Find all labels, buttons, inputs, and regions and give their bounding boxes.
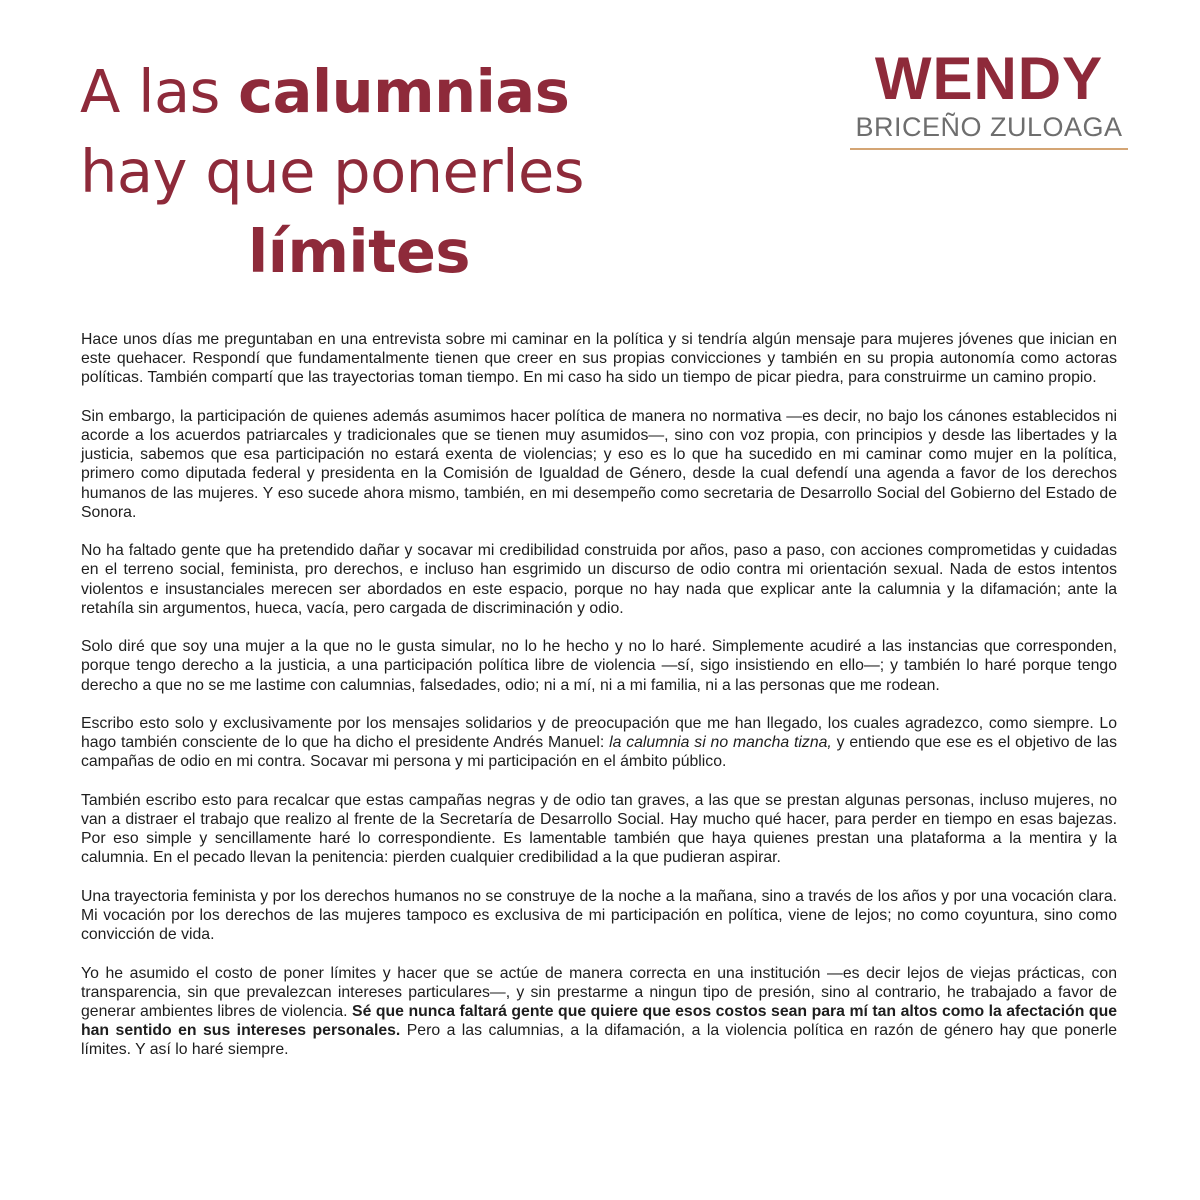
paragraph-7: Una trayectoria feminista y por los derechos humanos no se construye de la noche a la mañana, sino a través de los años y por una vocación clara. Mi vocación por los derechos de las mujeres tampoco es exclusiva de mi participación en política, viene de lejos; no como coyuntura, sino como convicción de vida. <box>81 887 1117 944</box>
brand-name: WENDY <box>874 45 1104 112</box>
title-line-1: A las calumnias <box>80 57 570 126</box>
title-line-3 <box>80 212 584 292</box>
paragraph-1: Hace unos días me preguntaban en una entrevista sobre mi caminar en la política y si tendría algún mensaje para mujeres jóvenes que inician en este quehacer. Respondí que fundamentalmente tienen que creer en sus propias convicciones y también en su propia autonomía como actoras políticas. También compartí que las trayectorias toman tiempo. En mi caso ha sido un tiempo de picar piedra, para construirme un camino propio. <box>81 331 1117 387</box>
paragraph-3: No ha faltado gente que ha pretendido dañar y socavar mi credibilidad construida por años, paso a paso, con acciones comprometidas y cuidadas en el terreno social, feminista, pro derechos, e incluso han esgrimido un discurso de odio contra mi orientación sexual. Nada de estos intentos violentos e insustanciales merecen ser abordados en este espacio, porque no hay nada que explicar ante la calumnia y la difamación; ante la retahíla sin argumentos, hueca, vacía, pero cargada de discriminación y odio. <box>81 542 1117 617</box>
paragraph-4: Solo diré que soy una mujer a la que no le gusta simular, no lo he hecho y no lo haré. Simplemente acudiré a las instancias que corresponden, porque tengo derecho a la justicia, a una participación política libre de violencia —sí, sigo insistiendo en ello—; y también lo haré porque tengo derecho a que no se me lastime con calumnias, falsedades, odio; ni a mí, ni a mi familia, ni a las personas que me rodean. <box>81 638 1117 694</box>
title-line-2: hay que ponerles <box>80 137 585 206</box>
title-emphasis-limites: límites <box>248 217 470 286</box>
bold-statement: Sé que nunca faltará gente que quiere que esos costos sean para mí tan altos como la afectación que han sentido en sus intereses personales. <box>81 1003 1118 1040</box>
article-body <box>81 330 1117 1060</box>
quote-italic: la calumnia si no mancha tizna, <box>609 734 832 752</box>
paragraph-6: También escribo esto para recalcar que estas campañas negras y de odio tan graves, a las que se prestan algunas personas, incluso mujeres, no van a distraer el trabajo que realizo al frente de la Secretaría de Desarrollo Social. Hay mucho qué hacer, para perder en tiempo en esas bajezas. Por eso simple y sencillamente haré lo correspondiente. Es lamentable también que haya quienes prestan una plataforma a la mentira y la calumnia. En el pecado llevan la penitencia: pierden cualquier credibilidad a la que pudieran aspirar. <box>81 791 1117 867</box>
brand-surname: BRICEÑO ZULOAGA <box>855 112 1123 142</box>
paragraph-2: Sin embargo, la participación de quienes además asumimos hacer política de manera no normativa —es decir, no bajo los cánones establecidos ni acorde a los acuerdos patriarcales y tradicionales que se tienen muy asumidos—, sino con voz propia, con principios y desde las libertades y la justicia, sabemos que esa participación no estará exenta de violencias; y eso es lo que ha sucedido en mi caminar como mujer en la política, primero como diputada federal y presidenta en la Comisión de Igualdad de Género, desde la cual defendí una agenda a favor de los derechos humanos de las mujeres. Y eso sucede ahora mismo, también, en mi desempeño como secretaria de Desarrollo Social del Gobierno del Estado de Sonora. <box>81 407 1117 521</box>
brand-logo <box>850 45 1128 150</box>
paragraph-8: Yo he asumido el costo de poner límites y hacer que se actúe de manera correcta en una institución —es decir lejos de viejas prácticas, con transparencia, sin que prevalezcan intereses particulares—, y sin prestarme a ningun tipo de presión, sino al contrario, he trabajado a favor de generar ambientes libres de violencia. Sé que nunca faltará gente que quiere que esos costos sean para mí tan altos como la afectación que han sentido en sus intereses personales. Pero a las calumnias, a la difamación, a la violencia política en razón de género hay que ponerle límites. Y así lo haré siempre. <box>81 964 1118 1059</box>
page-title <box>80 52 584 292</box>
paragraph-5: Escribo esto solo y exclusivamente por los mensajes solidarios y de preocupación que me han llegado, los cuales agradezco, como siempre. Lo hago también consciente de lo que ha dicho el presidente Andrés Manuel: la calumnia si no mancha tizna, y entiendo que ese es el objetivo de las campañas de odio en mi contra. Socavar mi persona y mi participación en el ámbito público. <box>81 715 1117 771</box>
brand-underline <box>850 148 1128 150</box>
title-emphasis-calumnias: calumnias <box>238 57 570 126</box>
